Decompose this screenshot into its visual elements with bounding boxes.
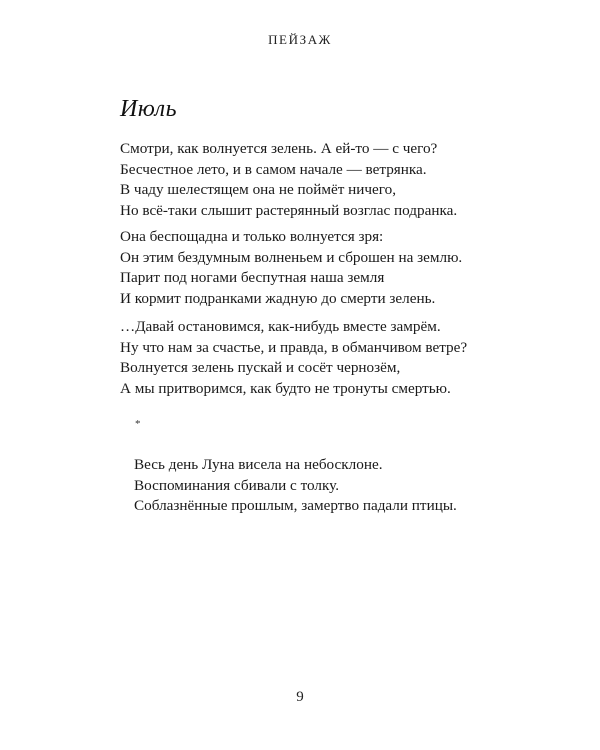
poem-line: Бесчестное лето, и в самом начале — ветрянка.: [120, 160, 427, 178]
stanza-1: [120, 139, 560, 221]
poem-line: В чаду шелестящем она не поймёт ничего,: [120, 181, 396, 198]
poem-line: И кормит подранками жадную до смерти зелень.: [120, 289, 436, 307]
poem-line: Но всё-таки слышит растерянный возглас подранка.: [120, 201, 458, 219]
poem-line: Волнуется зелень пускай и сосёт чернозём,: [120, 359, 401, 376]
poem-line: …Давай остановимся, как-нибудь вместе замрём.: [120, 318, 441, 335]
poem-line: Воспоминания сбивали с толку.: [134, 476, 340, 494]
page-number: 9: [296, 689, 304, 705]
poem-line: Ну что нам за счастье, и правда, в обманчивом ветре?: [120, 338, 468, 356]
poem-line: Она беспощадна и только волнуется зря:: [120, 228, 384, 245]
poem-line: Смотри, как волнуется зелень. А ей-то — с чего?: [120, 140, 438, 157]
poem-line: Парит под ногами беспутная наша земля: [120, 269, 385, 286]
poem-line: Соблазнённые прошлым, замертво падали птицы.: [134, 497, 457, 514]
stanza-2: [120, 227, 560, 309]
poem-line: А мы притворимся, как будто не тронуты смертью.: [120, 379, 451, 397]
asterism-separator: *: [135, 418, 141, 430]
poem-line: Он этим бездумным волненьем и сброшен на землю.: [120, 248, 463, 266]
fragment-stanza: [134, 455, 574, 517]
stanza-3: [120, 317, 560, 399]
poem-title: Июль: [120, 96, 178, 122]
running-head: ПЕЙЗАЖ: [268, 32, 332, 47]
poem-line: Весь день Луна висела на небосклоне.: [134, 456, 383, 473]
